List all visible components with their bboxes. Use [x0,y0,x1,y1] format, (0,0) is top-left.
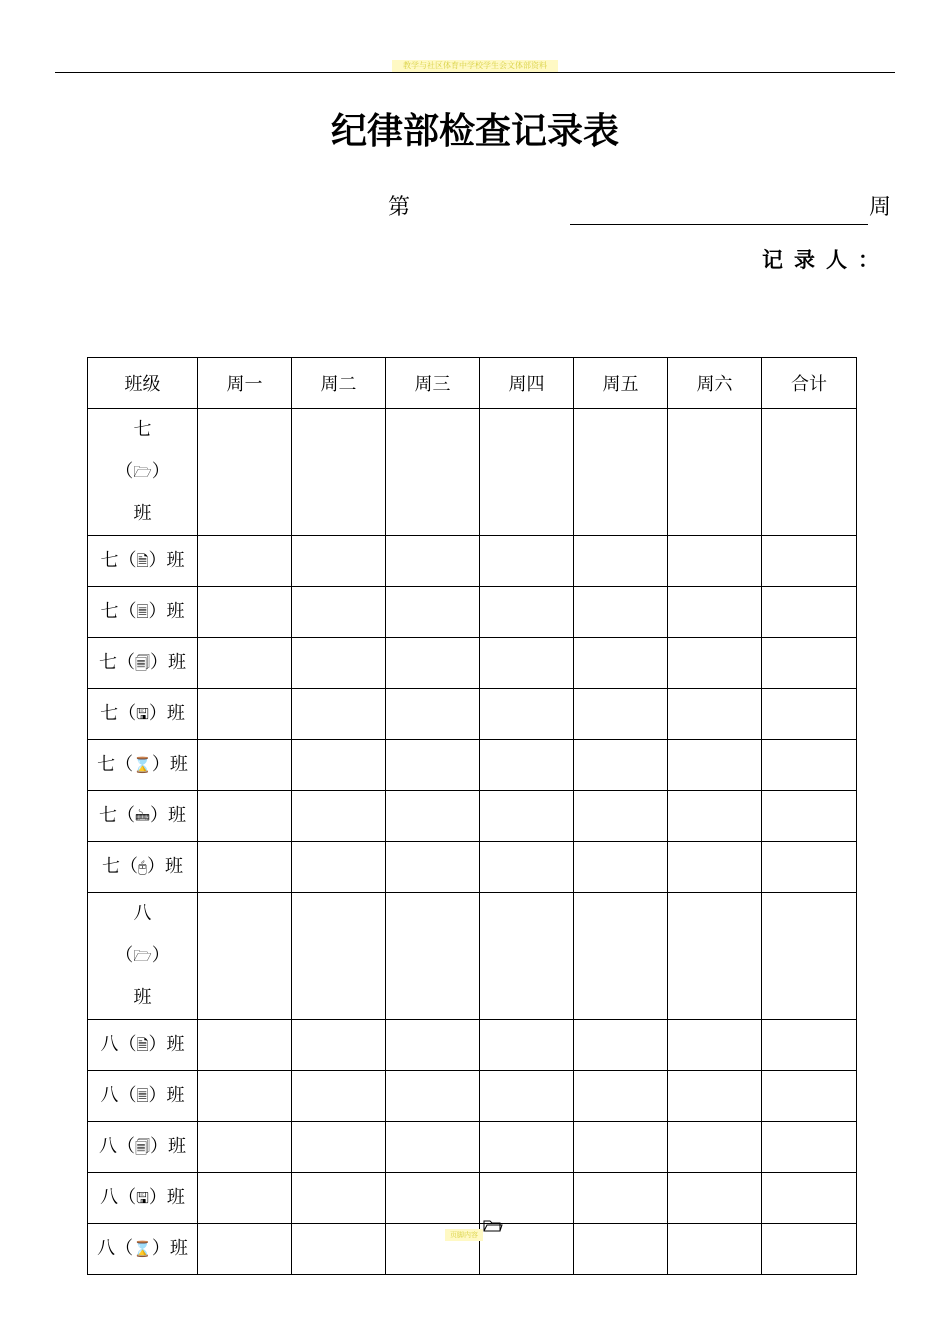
class-suffix: ） [151,754,170,775]
cell-thursday[interactable] [480,689,574,740]
cell-thursday[interactable] [480,893,574,1020]
cell-monday[interactable] [198,791,292,842]
week-prefix: 第 [388,195,411,220]
cell-friday[interactable] [574,842,668,893]
class-suffix: ） [147,856,165,877]
column-header-friday: 周五 [574,358,668,409]
class-name-cell [88,587,198,638]
class-name [100,1183,185,1213]
folder-icon [483,1219,503,1233]
table-row [88,536,857,587]
cell-saturday[interactable] [668,409,762,536]
class-suffix: ） [148,1034,167,1055]
cell-thursday[interactable] [480,740,574,791]
table-row [88,1020,857,1071]
cell-monday[interactable] [198,638,292,689]
class-name-cell [88,1071,198,1122]
class-prefix: 七（ [100,601,137,622]
discipline-check-table [87,357,857,1275]
cell-friday[interactable] [574,893,668,1020]
cell-tuesday[interactable] [292,409,386,536]
class-glyph: 🗐 [135,1138,150,1156]
cell-friday[interactable] [574,1020,668,1071]
class-suffix-ban: 班 [166,1187,185,1208]
class-name [108,409,178,535]
class-suffix: ） [150,652,168,673]
cell-friday[interactable] [574,1071,668,1122]
cell-saturday[interactable] [668,536,762,587]
class-suffix-ban: 班 [168,652,186,673]
table-row [88,1122,857,1173]
class-suffix-ban: 班 [133,503,152,524]
cell-thursday[interactable] [480,1122,574,1173]
table-body [88,409,857,1275]
class-prefix: 八（ [115,903,152,966]
class-prefix: 七（ [99,652,135,673]
class-prefix: 八（ [100,1187,137,1208]
document-title: 纪律部检查记录表 [330,110,619,152]
class-suffix-ban: 班 [169,1238,188,1259]
cell-monday[interactable] [198,842,292,893]
class-glyph: 🗁 [133,463,152,481]
class-suffix-ban: 班 [169,754,188,775]
cell-thursday[interactable] [480,536,574,587]
cell-wednesday[interactable] [386,842,480,893]
cell-friday[interactable] [574,638,668,689]
class-suffix: ） [148,1085,167,1106]
cell-monday[interactable] [198,740,292,791]
cell-thursday[interactable] [480,638,574,689]
cell-tuesday[interactable] [292,587,386,638]
cell-saturday[interactable] [668,689,762,740]
class-name [100,597,184,627]
cell-monday[interactable] [198,1071,292,1122]
cell-thursday[interactable] [480,1173,574,1224]
cell-wednesday[interactable] [386,1071,480,1122]
class-name-cell [88,740,198,791]
class-glyph: 🗐 [135,654,150,672]
cell-friday[interactable] [574,1173,668,1224]
class-prefix: 八（ [99,1136,135,1157]
cell-friday[interactable] [574,409,668,536]
cell-tuesday[interactable] [292,1122,386,1173]
header-note: 教学与社区体育中学校学生会文体部资料 [392,60,558,72]
column-header-monday: 周一 [198,358,292,409]
cell-total[interactable] [762,1173,857,1224]
class-prefix: 七（ [98,805,135,826]
class-suffix-ban: 班 [166,703,185,724]
class-suffix-ban: 班 [166,601,185,622]
cell-saturday[interactable] [668,1071,762,1122]
cell-saturday[interactable] [668,842,762,893]
cell-wednesday[interactable] [386,1020,480,1071]
cell-thursday[interactable] [480,1020,574,1071]
class-suffix-ban: 班 [168,1136,186,1157]
cell-wednesday[interactable] [386,893,480,1020]
column-header-class: 班级 [88,358,198,409]
column-header-thursday: 周四 [480,358,574,409]
table-row [88,409,857,536]
cell-saturday[interactable] [668,638,762,689]
cell-monday[interactable] [198,536,292,587]
cell-wednesday[interactable] [386,536,480,587]
cell-total[interactable] [762,740,857,791]
class-prefix: 八（ [100,1085,137,1106]
table-header-row [88,358,857,409]
column-header-tuesday: 周二 [292,358,386,409]
cell-tuesday[interactable] [292,1224,386,1275]
class-prefix: 八（ [100,1034,137,1055]
class-name [99,648,186,678]
cell-saturday[interactable] [668,791,762,842]
cell-friday[interactable] [574,1122,668,1173]
cell-tuesday[interactable] [292,893,386,1020]
class-glyph: 🗁 [133,947,152,965]
table-row [88,791,857,842]
column-header-total: 合计 [762,358,857,409]
cell-total[interactable] [762,1122,857,1173]
class-suffix: ） [150,1136,168,1157]
cell-wednesday[interactable] [386,1122,480,1173]
table-row [88,689,857,740]
cell-saturday[interactable] [668,1122,762,1173]
cell-friday[interactable] [574,536,668,587]
table-row [88,1173,857,1224]
class-name [108,893,178,1019]
class-suffix: ） [148,550,167,571]
footer-note: 页脚内容 [445,1229,483,1241]
cell-tuesday[interactable] [292,1173,386,1224]
cell-tuesday[interactable] [292,638,386,689]
cell-wednesday[interactable] [386,409,480,536]
class-name-cell [88,791,198,842]
class-name [100,546,184,576]
class-prefix: 七（ [101,856,138,877]
class-suffix-ban: 班 [166,550,185,571]
class-glyph: 🗏 [136,603,149,621]
class-prefix: 七（ [100,703,137,724]
class-suffix: ） [151,1238,170,1259]
cell-tuesday[interactable] [292,689,386,740]
cell-monday[interactable] [198,893,292,1020]
column-header-wednesday: 周三 [386,358,480,409]
class-suffix-ban: 班 [133,987,152,1008]
table-row [88,893,857,1020]
class-suffix: ） [151,945,170,966]
class-suffix-ban: 班 [166,1085,185,1106]
column-header-saturday: 周六 [668,358,762,409]
week-number-blank [570,224,868,225]
cell-tuesday[interactable] [292,740,386,791]
class-name-cell [88,638,198,689]
class-glyph: 🖫 [136,705,149,723]
cell-total[interactable] [762,638,857,689]
recorder-label: 记录人： [762,247,890,272]
week-suffix: 周 [869,195,892,220]
class-name-cell [88,1224,198,1275]
class-suffix: ） [148,601,167,622]
cell-tuesday[interactable] [292,1071,386,1122]
cell-friday[interactable] [574,740,668,791]
cell-friday[interactable] [574,791,668,842]
table-row [88,740,857,791]
cell-monday[interactable] [198,409,292,536]
cell-thursday[interactable] [480,587,574,638]
cell-monday[interactable] [198,587,292,638]
class-name-cell [88,536,198,587]
class-glyph: ⌛ [133,1240,152,1258]
table-row [88,1071,857,1122]
cell-wednesday[interactable] [386,638,480,689]
class-glyph: 🗎 [136,1036,149,1054]
cell-thursday[interactable] [480,791,574,842]
class-name [100,699,185,729]
class-name-cell [88,1020,198,1071]
class-name-cell [88,1122,198,1173]
class-name [97,1234,188,1264]
cell-wednesday[interactable] [386,1173,480,1224]
class-suffix: ） [148,703,167,724]
class-suffix: ） [150,805,168,826]
cell-thursday[interactable] [480,1071,574,1122]
cell-tuesday[interactable] [292,1020,386,1071]
cell-total[interactable] [762,536,857,587]
class-name [99,801,186,831]
class-prefix: 七（ [100,550,137,571]
class-name-cell [88,409,198,536]
cell-wednesday[interactable] [386,587,480,638]
cell-total[interactable] [762,791,857,842]
class-name-cell [88,689,198,740]
cell-monday[interactable] [198,1173,292,1224]
cell-friday[interactable] [574,1224,668,1275]
cell-total[interactable] [762,1020,857,1071]
cell-total[interactable] [762,689,857,740]
class-glyph: 🖮 [134,807,150,825]
class-glyph: 🗎 [136,552,149,570]
cell-saturday[interactable] [668,1173,762,1224]
cell-wednesday[interactable] [386,740,480,791]
class-glyph: 🖰 [137,858,147,876]
header-rule [55,72,895,73]
cell-tuesday[interactable] [292,842,386,893]
class-suffix-ban: 班 [166,1034,185,1055]
cell-saturday[interactable] [668,587,762,638]
cell-total[interactable] [762,1224,857,1275]
cell-total[interactable] [762,893,857,1020]
class-glyph: 🖫 [136,1189,149,1207]
class-name-cell [88,1173,198,1224]
class-name [100,1081,184,1111]
class-name [100,1030,184,1060]
class-name [97,750,188,780]
cell-total[interactable] [762,587,857,638]
class-name [99,1132,186,1162]
cell-wednesday[interactable] [386,791,480,842]
cell-total[interactable] [762,1071,857,1122]
cell-monday[interactable] [198,1224,292,1275]
class-prefix: 七（ [97,754,134,775]
cell-thursday[interactable] [480,842,574,893]
class-suffix-ban: 班 [168,805,186,826]
cell-tuesday[interactable] [292,791,386,842]
class-name [102,852,183,882]
cell-friday[interactable] [574,689,668,740]
class-name-cell [88,842,198,893]
cell-monday[interactable] [198,1020,292,1071]
cell-monday[interactable] [198,689,292,740]
cell-total[interactable] [762,409,857,536]
cell-saturday[interactable] [668,893,762,1020]
class-suffix: ） [151,461,170,482]
cell-saturday[interactable] [668,740,762,791]
class-prefix: 七（ [115,419,152,482]
class-glyph: 🗏 [136,1087,149,1105]
class-suffix-ban: 班 [165,856,183,877]
cell-tuesday[interactable] [292,536,386,587]
cell-saturday[interactable] [668,1020,762,1071]
class-prefix: 八（ [97,1238,134,1259]
class-suffix: ） [148,1187,167,1208]
class-name-cell [88,893,198,1020]
cell-wednesday[interactable] [386,689,480,740]
table-row [88,842,857,893]
table-row [88,587,857,638]
cell-monday[interactable] [198,1122,292,1173]
class-glyph: ⌛ [133,756,152,774]
table-row [88,638,857,689]
cell-total[interactable] [762,842,857,893]
cell-friday[interactable] [574,587,668,638]
cell-thursday[interactable] [480,409,574,536]
cell-saturday[interactable] [668,1224,762,1275]
